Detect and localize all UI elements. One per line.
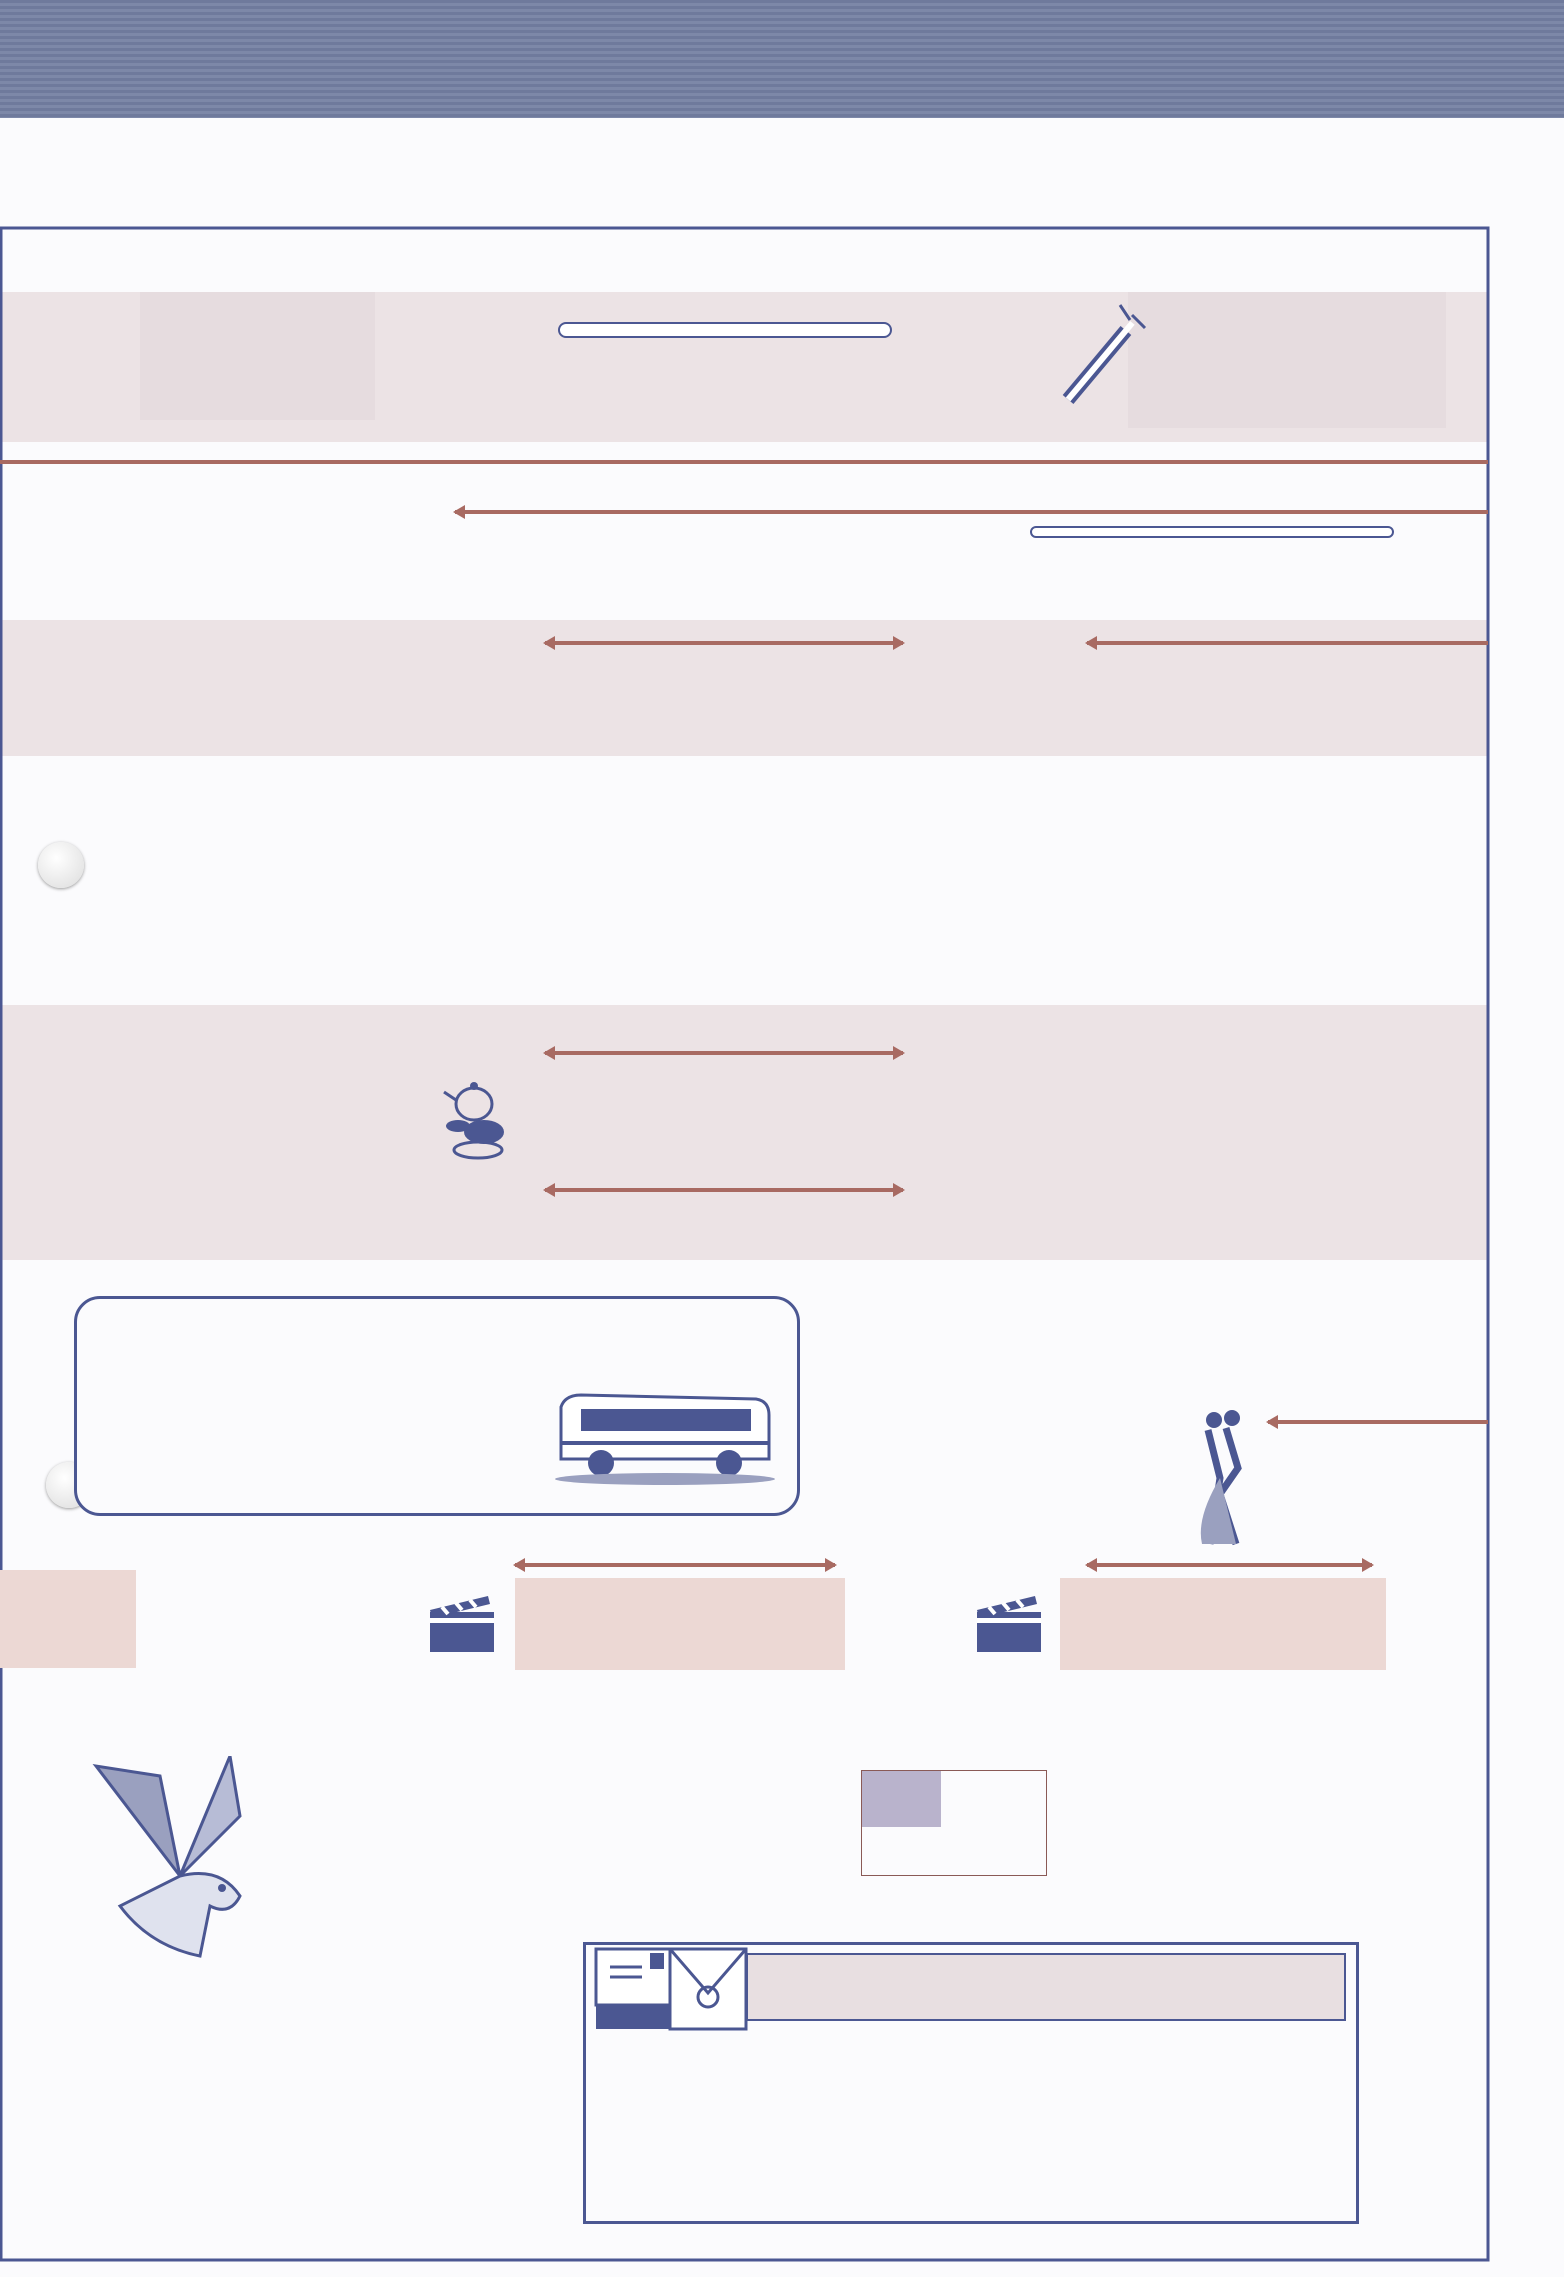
shuttle-bus-notice [74, 1296, 800, 1516]
envelope-icon [592, 1941, 752, 2031]
bar-top [0, 460, 1488, 464]
bar-lido [455, 510, 1488, 514]
chopsticks-icon [1050, 300, 1150, 420]
event-lido-bar [575, 474, 1115, 504]
teapot-icon [438, 1070, 514, 1162]
grill-note-bubble [1030, 526, 1394, 538]
postal-body [586, 2037, 1356, 2073]
movie-0 [0, 1570, 136, 1668]
bar-dance [1268, 1420, 1488, 1424]
postal-line [586, 2037, 1356, 2073]
bar-elegant-tea-top [545, 1051, 903, 1055]
us-flag-icon [861, 1770, 1047, 1876]
bar-movie-2 [1087, 1563, 1372, 1567]
bar-elegant-tea-bottom [545, 1188, 903, 1192]
binder-hole-top [38, 842, 84, 888]
bar-tea-time [545, 641, 903, 645]
movie-1 [515, 1578, 845, 1670]
event-grill [570, 534, 1020, 564]
postal-title [746, 1953, 1346, 2021]
movie-2 [1060, 1578, 1386, 1670]
clapperboard-icon [975, 1590, 1043, 1654]
bar-movie-1 [515, 1563, 835, 1567]
clapperboard-icon [428, 1590, 496, 1654]
no-smoking-notice [558, 322, 892, 338]
eagle-icon [90, 1756, 260, 1966]
shaded-bands [0, 292, 1488, 1260]
dancers-icon [1190, 1408, 1262, 1548]
bar-light-snack [1087, 641, 1488, 645]
postal-notice [583, 1942, 1359, 2224]
bus-icon [551, 1387, 779, 1487]
